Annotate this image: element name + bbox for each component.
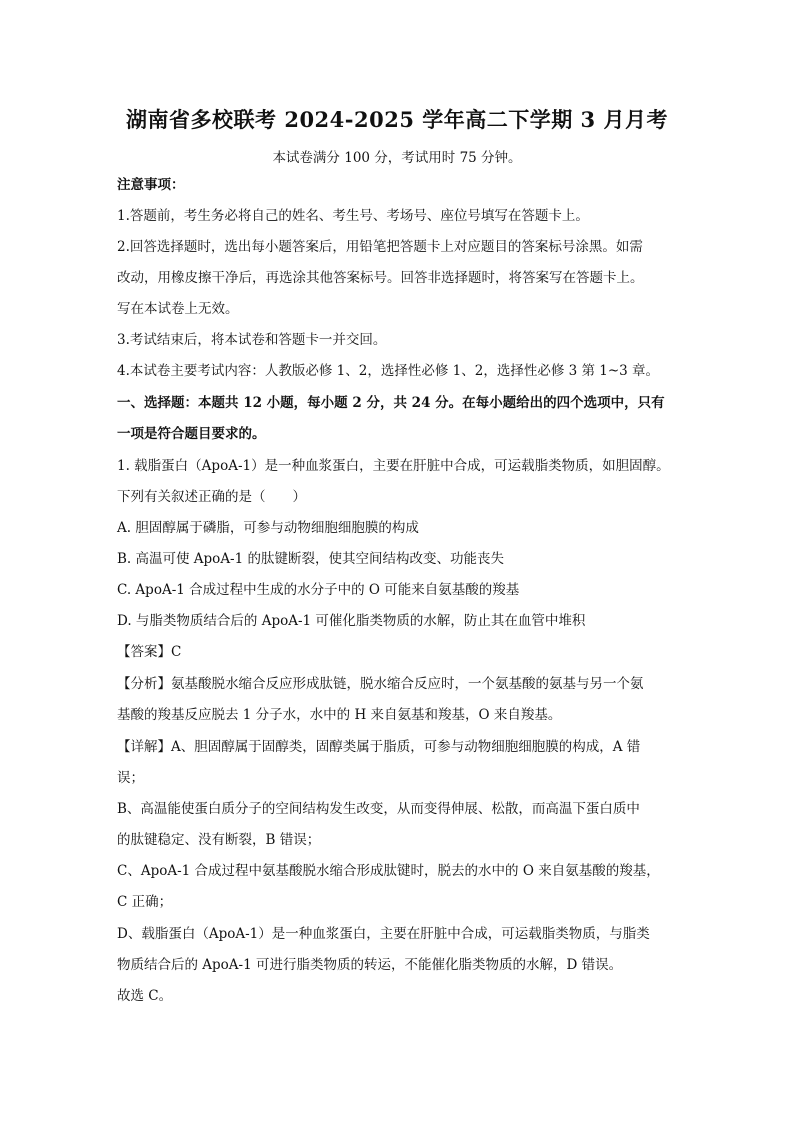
notice-item-2-cont: 改动，用橡皮擦干净后，再选涂其他答案标号。回答非选择题时，将答案写在答题卡上。	[117, 270, 644, 286]
explanation-c: C、ApoA-1 合成过程中氨基酸脱水缩合形成肽键时，脱去的水中的 O 来自氨基酸的羧基，	[117, 863, 660, 879]
notice-heading: 注意事项：	[117, 177, 185, 193]
explanation-b-cont: 的肽键稳定、没有断裂，B 错误；	[117, 832, 321, 848]
page-title: 湖南省多校联考 2024-2025 学年高二下学期 3 月月考	[126, 107, 668, 132]
explanation-cont: 误；	[117, 770, 144, 786]
notice-item-3: 3.考试结束后，将本试卷和答题卡一并交回。	[117, 332, 387, 348]
option-c: C. ApoA-1 合成过程中生成的水分子中的 O 可能来自氨基酸的羧基	[117, 582, 520, 598]
option-a: A. 胆固醇属于磷脂，可参与动物细胞细胞膜的构成	[117, 520, 419, 536]
notice-item-2: 2.回答选择题时，选出每小题答案后，用铅笔把答题卡上对应题目的答案标号涂黑。如需	[117, 239, 643, 255]
explanation: 【详解】A、胆固醇属于固醇类，固醇类属于脂质，可参与动物细胞细胞膜的构成，A 错	[117, 739, 641, 755]
explanation-d: D、载脂蛋白（ApoA-1）是一种血浆蛋白，主要在肝脏中合成，可运载脂类物质，与脂类	[117, 926, 650, 942]
notice-item-4: 4.本试卷主要考试内容：人教版必修 1、2，选择性必修 1、2，选择性必修 3 第 1~3 章。	[117, 363, 660, 379]
section-heading-cont: 一项是符合题目要求的。	[117, 426, 266, 442]
question-1-stem-cont: 下列有关叙述正确的是（ ）	[117, 489, 306, 505]
option-d: D. 与脂类物质结合后的 ApoA-1 可催化脂类物质的水解，防止其在血管中堆积	[117, 613, 586, 629]
option-b: B. 高温可使 ApoA-1 的肽键断裂，使其空间结构改变、功能丧失	[117, 551, 505, 567]
section-heading: 一、选择题：本题共 12 小题，每小题 2 分，共 24 分。在每小题给出的四个选项中，只有	[117, 395, 665, 411]
explanation-b: B、高温能使蛋白质分子的空间结构发生改变，从而变得伸展、松散，而高温下蛋白质中	[117, 801, 640, 817]
explanation-c-cont: C 正确；	[117, 894, 173, 910]
notice-item-2-cont: 写在本试卷上无效。	[117, 301, 239, 317]
question-1-stem: 1. 载脂蛋白（ApoA-1）是一种血浆蛋白，主要在肝脏中合成，可运载脂类物质，如胆固醇。	[117, 458, 670, 474]
page-subtitle: 本试卷满分 100 分，考试用时 75 分钟。	[272, 150, 522, 166]
conclusion: 故选 C。	[117, 988, 173, 1004]
answer: 【答案】C	[117, 644, 182, 660]
notice-item-1: 1.答题前，考生务必将自己的姓名、考生号、考场号、座位号填写在答题卡上。	[117, 208, 589, 224]
analysis-cont: 基酸的羧基反应脱去 1 分子水，水中的 H 来自氨基和羧基，O 来自羧基。	[117, 707, 562, 723]
explanation-d-cont: 物质结合后的 ApoA-1 可进行脂类物质的转运，不能催化脂类物质的水解，D 错误。	[117, 957, 623, 973]
analysis: 【分析】氨基酸脱水缩合反应形成肽链，脱水缩合反应时，一个氨基酸的氨基与另一个氨	[117, 676, 644, 692]
